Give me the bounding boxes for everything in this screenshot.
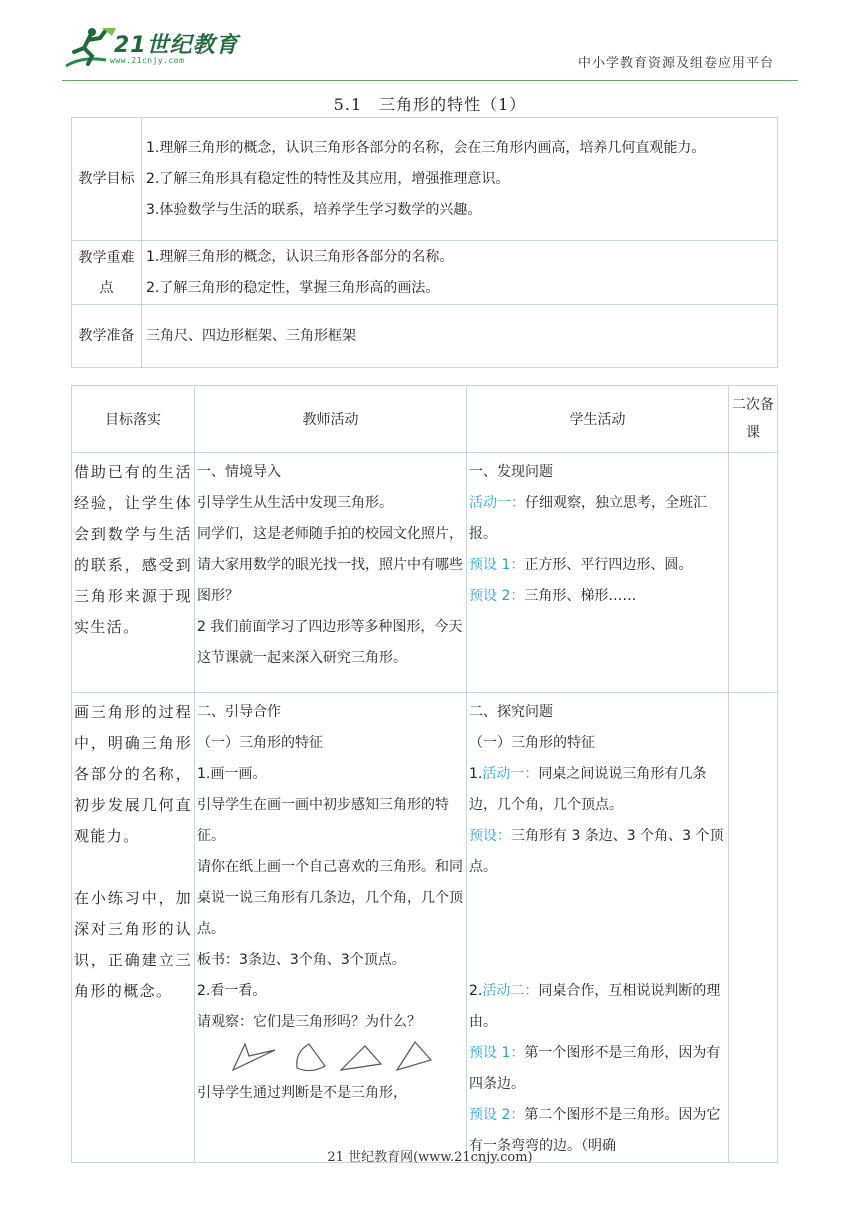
student-title: 二、探究问题	[469, 704, 553, 720]
student-subtitle: （一）三角形的特征	[469, 735, 595, 751]
logo-text: 21世纪教育	[114, 33, 239, 58]
preset-label: 预设 1：	[469, 557, 525, 573]
preset-2	[469, 581, 726, 612]
header-student: 学生活动	[467, 386, 729, 453]
teacher-line: 1.画一画。	[197, 766, 267, 782]
spacer	[469, 945, 726, 976]
teacher-line: 引导学生从生活中发现三角形。	[197, 495, 393, 511]
activity-2	[469, 976, 726, 1038]
teacher-line: 2.看一看。	[197, 983, 267, 999]
activity-number: 2.	[469, 983, 483, 999]
activity-label: 活动一：	[482, 766, 539, 782]
preset-label: 预设 1：	[469, 1045, 525, 1061]
info-content	[142, 118, 778, 241]
quadrilateral-shape	[233, 1044, 275, 1070]
preset-1	[469, 550, 726, 581]
teacher-line: 板书：3条边、3个角、3个顶点。	[197, 952, 406, 968]
goal-cell: 借助已有的生活经验，让学生体会到数学与生活的联系，感受到三角形来源于现实生活。	[72, 453, 195, 693]
info-label: 教学目标	[72, 118, 142, 241]
activity-label: 活动二：	[482, 983, 539, 999]
info-line: 3.体验数学与生活的联系，培养学生学习数学的兴趣。	[146, 201, 482, 218]
activity-text: 仔细观察，独立思考，全班汇报。	[469, 495, 707, 542]
teacher-line: （一）三角形的特征	[197, 735, 323, 751]
page-footer: 21 世纪教育网(www.21cnjy.com)	[327, 1150, 533, 1165]
header-teacher: 教师活动	[195, 386, 467, 453]
teacher-line: 同学们，这是老师随手拍的校园文化照片，请大家用数学的眼光找一找，照片中有哪些图形？	[197, 526, 463, 604]
teacher-line: 引导学生在画一画中初步感知三角形的特征。	[197, 797, 449, 844]
triangle-shape	[341, 1046, 381, 1070]
logo-url: www.21cnjy.com	[110, 56, 185, 65]
info-line: 2.了解三角形的稳定性，掌握三角形高的画法。	[146, 279, 440, 296]
revision-cell	[729, 453, 778, 693]
info-row-key-points	[72, 241, 778, 305]
preset-text: 三角形、梯形……	[524, 588, 637, 604]
student-cell	[467, 693, 729, 1163]
preset-label: 预设 2：	[469, 1107, 525, 1123]
preset	[469, 821, 726, 883]
teacher-line: 请观察：它们是三角形吗？为什么？	[197, 1014, 421, 1030]
info-line: 1.理解三角形的概念，认识三角形各部分的名称。	[146, 248, 454, 265]
teacher-cell	[195, 693, 467, 1163]
student-title: 一、发现问题	[469, 464, 553, 480]
activity-text: 同桌之间说说三角形有几条边，几个角，几个顶点。	[469, 766, 707, 813]
curved-shape	[297, 1044, 325, 1071]
header-revision: 二次备课	[729, 386, 778, 453]
info-content	[142, 305, 778, 368]
preset-text: 三角形有 3 条边、3 个角、3 个顶点。	[469, 828, 724, 875]
info-label: 教学准备	[72, 305, 142, 368]
shapes-image	[197, 1038, 457, 1078]
info-row-objectives	[72, 118, 778, 241]
student-cell	[467, 453, 729, 693]
revision-cell	[729, 693, 778, 1163]
info-content	[142, 241, 778, 305]
preset-label: 预设：	[469, 828, 511, 844]
spacer	[469, 883, 726, 914]
plan-row-intro	[72, 453, 778, 693]
teacher-cell	[195, 453, 467, 693]
preset-1	[469, 1038, 726, 1100]
header-goal: 目标落实	[72, 386, 195, 453]
header-divider	[62, 80, 798, 81]
plan-row-explore	[72, 693, 778, 1163]
info-line: 2.了解三角形具有稳定性的特性及其应用，增强推理意识。	[146, 170, 510, 187]
info-row-preparation	[72, 305, 778, 368]
info-label: 教学重难点	[72, 241, 142, 305]
info-line: 三角尺、四边形框架、三角形框架	[146, 327, 356, 344]
plan-header-row	[72, 386, 778, 453]
spacer	[74, 852, 192, 883]
info-table	[71, 117, 778, 368]
preset-text: 第一个图形不是三角形，因为有四条边。	[469, 1045, 721, 1092]
goal-text: 画三角形的过程中，明确三角形各部分的名称，初步发展几何直观能力。	[74, 703, 192, 845]
activity-text: 同桌合作，互相说说判断的理由。	[469, 983, 721, 1030]
teacher-line: 引导学生通过判断是不是三角形，	[197, 1085, 407, 1101]
preset-text: 正方形、平行四边形、圆。	[524, 557, 693, 573]
activity-label: 活动一：	[469, 495, 525, 511]
page-title: 5.1 三角形的特性（1）	[333, 95, 527, 114]
preset-text: 第二个图形不是三角形。因为它有一条弯弯的边。（明确	[469, 1107, 721, 1154]
shape-figures	[197, 1038, 464, 1078]
goal-text: 在小练习中，加深对三角形的认识，正确建立三角形的概念。	[74, 889, 192, 1000]
teacher-line: 二、引导合作	[197, 704, 281, 720]
activity-1	[469, 759, 726, 821]
lesson-plan-table	[71, 385, 778, 1163]
teacher-line: 请你在纸上画一个自己喜欢的三角形。和同桌说一说三角形有几条边，几个角，几个顶点。	[197, 859, 463, 937]
activity-1	[469, 488, 726, 550]
goal-cell	[72, 693, 195, 1163]
open-triangle-shape	[397, 1042, 431, 1070]
info-line: 1.理解三角形的概念，认识三角形各部分的名称，会在三角形内画高，培养几何直观能力。	[146, 139, 706, 156]
teacher-line: 一、情境导入	[197, 464, 281, 480]
page-header	[0, 0, 860, 80]
platform-name: 中小学教育资源及组卷应用平台	[577, 56, 774, 71]
activity-number: 1.	[469, 766, 483, 782]
spacer	[469, 914, 726, 945]
teacher-line: 2 我们前面学习了四边形等多种图形，今天这节课就一起来深入研究三角形。	[197, 619, 463, 666]
logo	[62, 26, 239, 74]
preset-label: 预设 2：	[469, 588, 525, 604]
